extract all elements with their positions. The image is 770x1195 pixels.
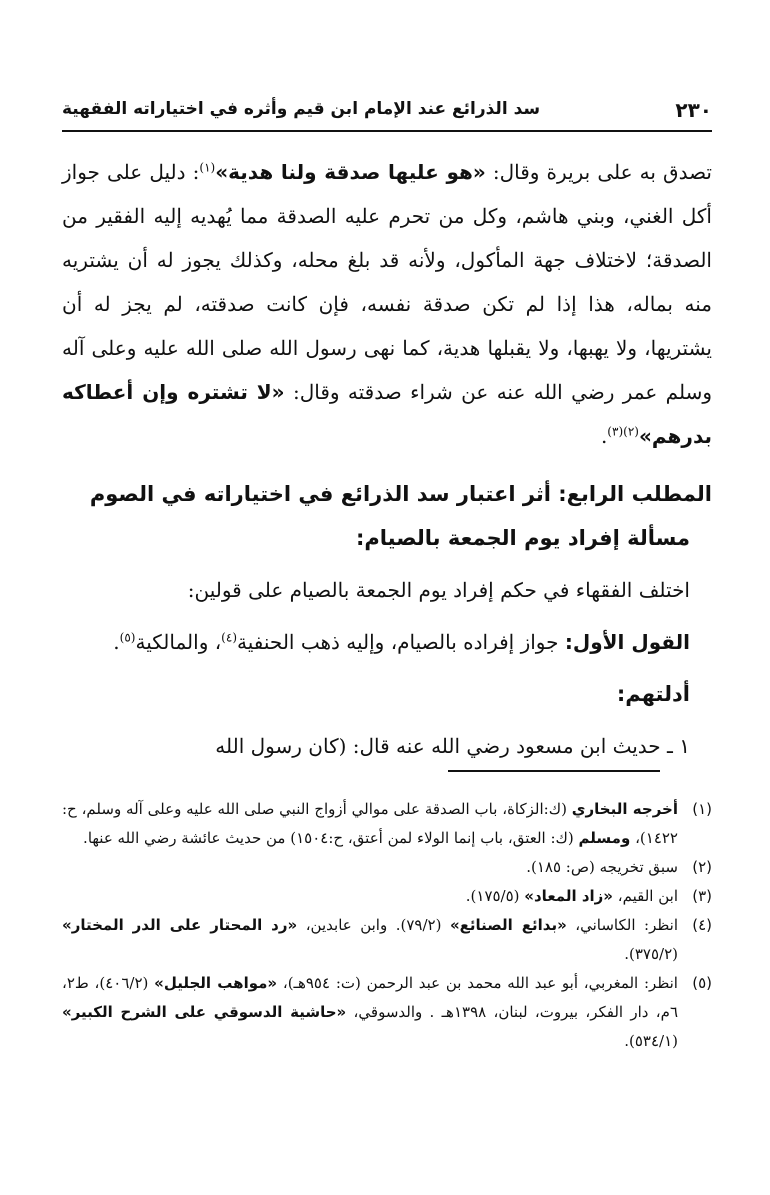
text-run: ، والمالكية — [135, 630, 222, 654]
footnote-4 — [62, 911, 712, 969]
footnote-5 — [62, 969, 712, 1056]
footnote-1 — [62, 795, 712, 853]
page-header — [62, 96, 712, 130]
issue-heading: مسألة إفراد يوم الجمعة بالصيام: — [355, 526, 690, 550]
footnote-ref-4: (٤) — [221, 630, 237, 645]
footnote-number: (٢) — [692, 858, 712, 876]
footnotes — [62, 795, 712, 1056]
text-run: انظر: المغربي، أبو عبد الله محمد بن عبد الرحمن (ت: ٩٥٤هـ)، — [277, 974, 678, 992]
paragraph-1 — [62, 150, 712, 458]
source-name: ومسلم — [578, 829, 631, 847]
paragraph-3 — [62, 620, 712, 664]
book-title: «رد المحتار على الدر المختار» — [62, 916, 298, 934]
text-run: (٥٣٤/١). — [624, 1032, 678, 1050]
footnote-number: (٤) — [692, 916, 712, 934]
book-title: «مواهب الجليل» — [154, 974, 278, 992]
footnote-3 — [62, 882, 712, 911]
footnote-text — [62, 969, 678, 1056]
footnote-ref-5: (٥) — [119, 630, 136, 645]
paragraph-4: ١ ـ حديث ابن مسعود رضي الله عنه قال: (كان رسول الله — [215, 734, 690, 758]
paragraph-2: اختلف الفقهاء في حكم إفراد يوم الجمعة بالصيام على قولين: — [187, 578, 690, 602]
book-title: «بدائع الصنائع» — [449, 916, 567, 934]
main-text — [62, 150, 712, 768]
footnote-ref-3: (٣) — [607, 424, 624, 439]
text-run: (٤٠٦/٢)، ط٢، ٦م، دار الفكر، بيروت، لبنان، ١٣٩٨هـ . والدسوقي، — [62, 974, 678, 1021]
footnote-text — [62, 882, 678, 911]
text-run: جواز إفراده بالصيام، وإليه ذهب الحنفية — [237, 630, 565, 654]
text-run: انظر: الكاساني، — [566, 916, 679, 934]
page-number: ٢٣٠ — [675, 98, 712, 122]
text-run: : دليل على جواز أكل الغني، وبني هاشم، وكل من تحرم عليه الصدقة مما يُهديه إليه الفقير من الصدقة؛ لاختلاف جهة المأكول، ولأنه قد بلغ محله، وكذلك يجوز له أن يشتريه منه بماله، هذا إذا لم تكن صدقة نفسه، فإن كانت صدقته، لم يجز له أن يشتريها، ولا يهبها، ولا يقبلها هدية، كما نهى رسول الله صلى الله عليه وعلى آله وسلم عمر رضي الله عنه عن شراء صدقته وقال: — [62, 160, 712, 404]
text-run: تصدق به على بريرة وقال: — [485, 160, 712, 184]
hadith-quote: «لا تشتره وإن أعطاكه بدرهم» — [62, 380, 712, 448]
footnote-ref-1: (١) — [199, 160, 216, 175]
source-name: أخرجه البخاري — [571, 800, 678, 818]
text-run: (٣٧٥/٢). — [624, 945, 678, 963]
section-heading: المطلب الرابع: أثر اعتبار سد الذرائع في اختياراته في الصوم — [89, 482, 712, 506]
text-run: . — [113, 630, 120, 654]
hadith-quote: «هو عليها صدقة ولنا هدية» — [215, 160, 486, 184]
footnote-number: (٣) — [692, 887, 712, 905]
footnote-2 — [62, 853, 712, 882]
footnote-ref-2: (٢) — [623, 424, 639, 439]
text-run: (ك:الزكاة، باب الصدقة على موالي أزواج النبي صلى الله عليه وعلى آله وسلم، ح: ١٤٢٢)، — [62, 800, 678, 847]
book-title: «حاشية الدسوقي على الشرح الكبير» — [62, 1003, 347, 1021]
footnote-text — [62, 795, 678, 853]
evidence-heading: أدلتهم: — [616, 682, 690, 706]
book-title: «زاد المعاد» — [524, 887, 614, 905]
text-run: ابن القيم، — [613, 887, 678, 905]
footnote-text: سبق تخريجه (ص: ١٨٥). — [526, 858, 678, 876]
footnote-number: (١) — [692, 800, 712, 818]
header-divider — [62, 130, 712, 132]
footnote-number: (٥) — [692, 974, 712, 992]
footnote-divider — [448, 770, 660, 772]
text-run: (١٧٥/٥). — [465, 887, 525, 905]
footnote-text — [62, 911, 678, 969]
opinion-label: القول الأول: — [564, 630, 690, 654]
text-run: (ك: العتق، باب إنما الولاء لمن أعتق، ح:١٥٠٤) من حديث عائشة رضي الله عنها. — [83, 829, 579, 847]
running-title: سد الذرائع عند الإمام ابن قيم وأثره في اختياراته الفقهية — [62, 99, 541, 119]
text-run: (٧٩/٢). وابن عابدين، — [297, 916, 450, 934]
text-run: . — [600, 424, 608, 448]
